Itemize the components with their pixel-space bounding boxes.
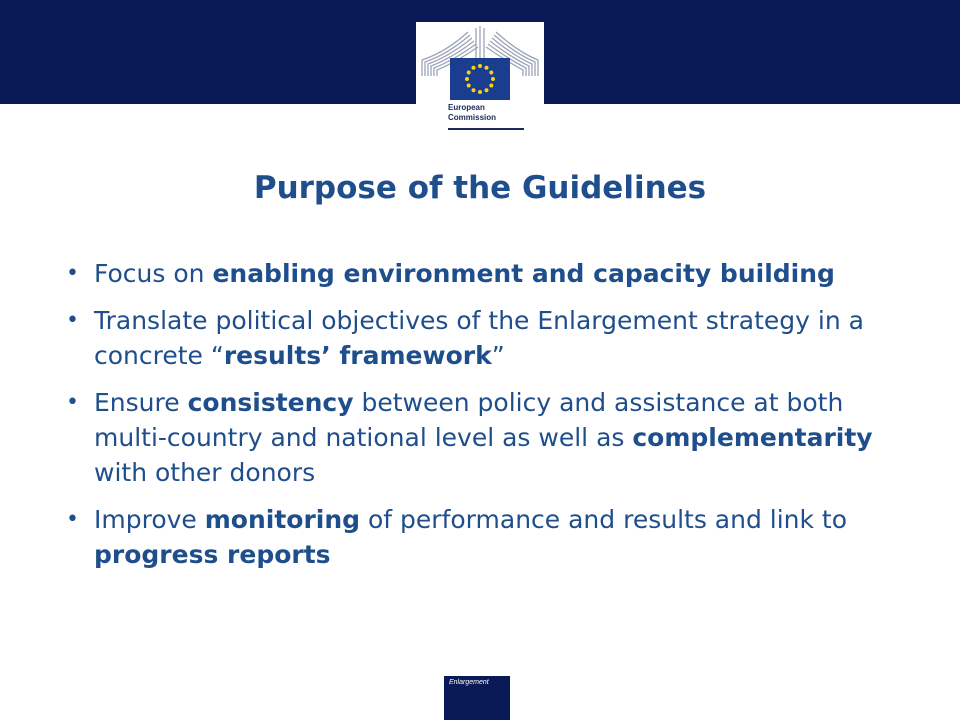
bullet-item bbox=[60, 303, 920, 373]
eu-commission-building-logo bbox=[416, 22, 544, 102]
bullet-emphasis: complementarity bbox=[632, 423, 873, 452]
bullet-text: Focus on bbox=[94, 259, 213, 288]
bullet-item bbox=[60, 385, 920, 490]
bullet-emphasis: results’ framework bbox=[223, 341, 492, 370]
bullet-text: with other donors bbox=[94, 458, 316, 487]
bullet-emphasis: monitoring bbox=[204, 505, 361, 534]
footer-label: Enlargement bbox=[449, 679, 489, 686]
bullet-text: Ensure bbox=[94, 388, 188, 417]
logo-text bbox=[448, 103, 528, 123]
bullet-text: between policy and assistance at both multi-country and national level as well as bbox=[94, 388, 844, 452]
bullet-emphasis: consistency bbox=[187, 388, 354, 417]
bullet-list bbox=[60, 256, 920, 584]
bullet-text: ” bbox=[491, 341, 505, 370]
bullet-text: of performance and results and link to bbox=[360, 505, 848, 534]
bullet-emphasis: progress reports bbox=[94, 540, 331, 569]
bullet-item bbox=[60, 502, 920, 572]
logo-line-european: European bbox=[448, 103, 485, 112]
bullet-text: Improve bbox=[94, 505, 205, 534]
footer-tab bbox=[444, 676, 510, 720]
bullet-text: Translate political objectives of the Enlargement strategy in a concrete “ bbox=[94, 306, 864, 370]
bullet-emphasis: enabling environment and capacity building bbox=[212, 259, 835, 288]
slide-title: Purpose of the Guidelines bbox=[253, 170, 707, 206]
bullet-item bbox=[60, 256, 920, 291]
logo-underline bbox=[448, 128, 524, 130]
european-commission-logo bbox=[416, 22, 544, 136]
logo-line-commission: Commission bbox=[448, 113, 497, 122]
